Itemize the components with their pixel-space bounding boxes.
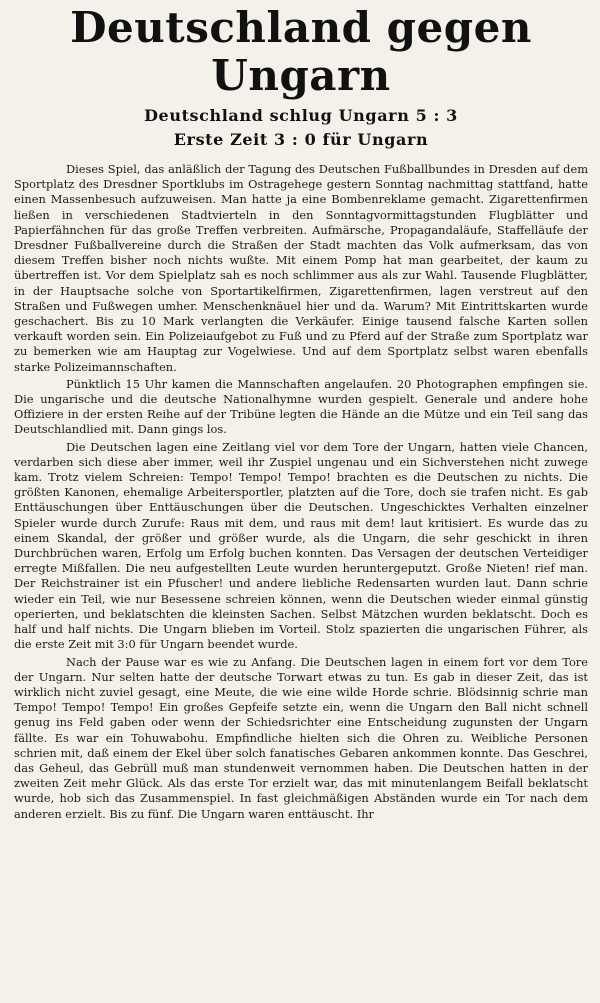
article-paragraph-4: Nach der Pause war es wie zu Anfang. Die Deutschen lagen in einem fort vor dem Tore der Ungarn. Nur selten hatte der deutsche Torwart etwas zu tun. Es gab in dieser Zeit, das ist wirklich nicht zuviel gesagt, eine Meute, die wie eine wilde Horde schrie. Blödsinnig schrie man Tempo! Tempo! Tempo! Ein großes Gepfeife setzte ein, wenn die Ungarn den Ball nicht schnell genug ins Feld gaben oder wenn der Schiedsrichter eine Entscheidung zugunsten der Ungarn fällte. Es war ein Tohuwabohu. Empfindliche hielten sich die Ohren zu. Weibliche Personen schrien mit, daß einem der Ekel über solch fanatisches Gebaren ankommen konnte. Das Geschrei, das Geheul, das Gebrüll muß man stundenweit vernommen haben. Die Deutschen hatten in der zweiten Zeit mehr Glück. Als das erste Tor erzielt war, das mit minutenlangem Beifall beklatscht wurde, hob sich das Zusammenspiel. In fast gleichmäßigen Abständen wurde ein Tor nach dem anderen erzielt. Bis zu fünf. Die Ungarn waren enttäuscht. Ihr — [14, 654, 588, 821]
article-paragraph-3: Die Deutschen lagen eine Zeitlang viel vor dem Tore der Ungarn, hatten viele Chancen, verdarben sich diese aber immer, weil ihr Zuspiel ungenau und ein Sichverstehen nicht zuwege kam. Trotz vielem Schreien: Tempo! Tempo! Tempo! brachten es die Deutschen zu nichts. Die größten Kanonen, ehemalige Arbeitersportler, platzten auf die Tore, doch sie trafen nicht. Es gab Enttäuschungen über Enttäuschungen über die Deutschen. Ungeschicktes Verhalten einzelner Spieler wurde durch Zurufe: Raus mit dem, und raus mit dem! laut kritisiert. Es wurde das zu einem Skandal, der größer und größer wurde, als die Ungarn, die sehr geschickt in ihren Durchbrüchen waren, Erfolg um Erfolg buchen konnten. Das Versagen der deutschen Verteidiger erregte Mißfallen. Die neu aufgestellten Leute wurden heruntergeputzt. Große Nieten! rief man. Der Reichstrainer ist ein Pfuscher! und andere liebliche Redensarten wurden laut. Dann schrie wieder ein Teil, wie nur Besessene schreien können, wenn die Deutschen wieder einmal günstig operierten, und beklatschten die kleinsten Sachen. Selbst Mätzchen wurden beklatscht. Doch es half und half nichts. Die Ungarn blieben im Vorteil. Stolz spazierten die ungarischen Führer, als die erste Zeit mit 3:0 für Ungarn beendet wurde. — [14, 439, 588, 652]
article-subhead-result: Deutschland schlug Ungarn 5 : 3 — [144, 106, 458, 125]
article-paragraph-2: Pünktlich 15 Uhr kamen die Mannschaften angelaufen. 20 Photographen empfingen sie. Die ungarische und die deutsche Nationalhymne wurden gespielt. Generale und andere hohe Offiziere in der ersten Reihe auf der Tribüne legten die Hände an die Mütze und ein Teil sang das Deutschlandlied mit. Dann gings los. — [14, 376, 588, 437]
article-headline: Deutschland gegen Ungarn — [70, 3, 532, 100]
article-subhead-halftime: Erste Zeit 3 : 0 für Ungarn — [173, 130, 429, 149]
article-body — [14, 162, 588, 822]
article-paragraph-1: Dieses Spiel, das anläßlich der Tagung des Deutschen Fußballbundes in Dresden auf dem Sportplatz des Dresdner Sportklubs im Ostragehege gestern Sonntag nachmittag stattfand, hatte einen Massenbesuch aufzuweisen. Man hatte ja eine Bombenreklame gemacht. Zigarettenfirmen ließen in verschiedenen Stadtvierteln in den Sonntagvormittagstunden Flugblätter und Papierfähnchen für das große Treffen verbreiten. Aufmärsche, Propagandaläufe, Staffelläufe der Dresdner Fußballvereine durch die Straßen der Stadt machten das Volk aufmerksam, das von diesem Treffen bisher noch nichts wußte. Mit einem Pomp hat man gearbeitet, der kaum zu übertreffen ist. Vor dem Spielplatz sah es noch schlimmer aus als zur Wahl. Tausende Flugblätter, in der Hauptsache solche von Sportartikelfirmen, Zigarettenfirmen, lagen verstreut auf den Straßen und Fußwegen umher. Menschenknäuel hier und da. Warum? Mit Eintrittskarten wurde geschachert. Bis zu 10 Mark verlangten die Verkäufer. Einige tausend falsche Karten sollen verkauft worden sein. Ein Polizeiaufgebot zu Fuß und zu Pferd auf der Straße zum Sportplatz war zu bemerken wie am Hauptag zur Vogelwiese. Und auf dem Sportplatz selbst waren ebenfalls starke Polizeimannschaften. — [14, 162, 588, 374]
